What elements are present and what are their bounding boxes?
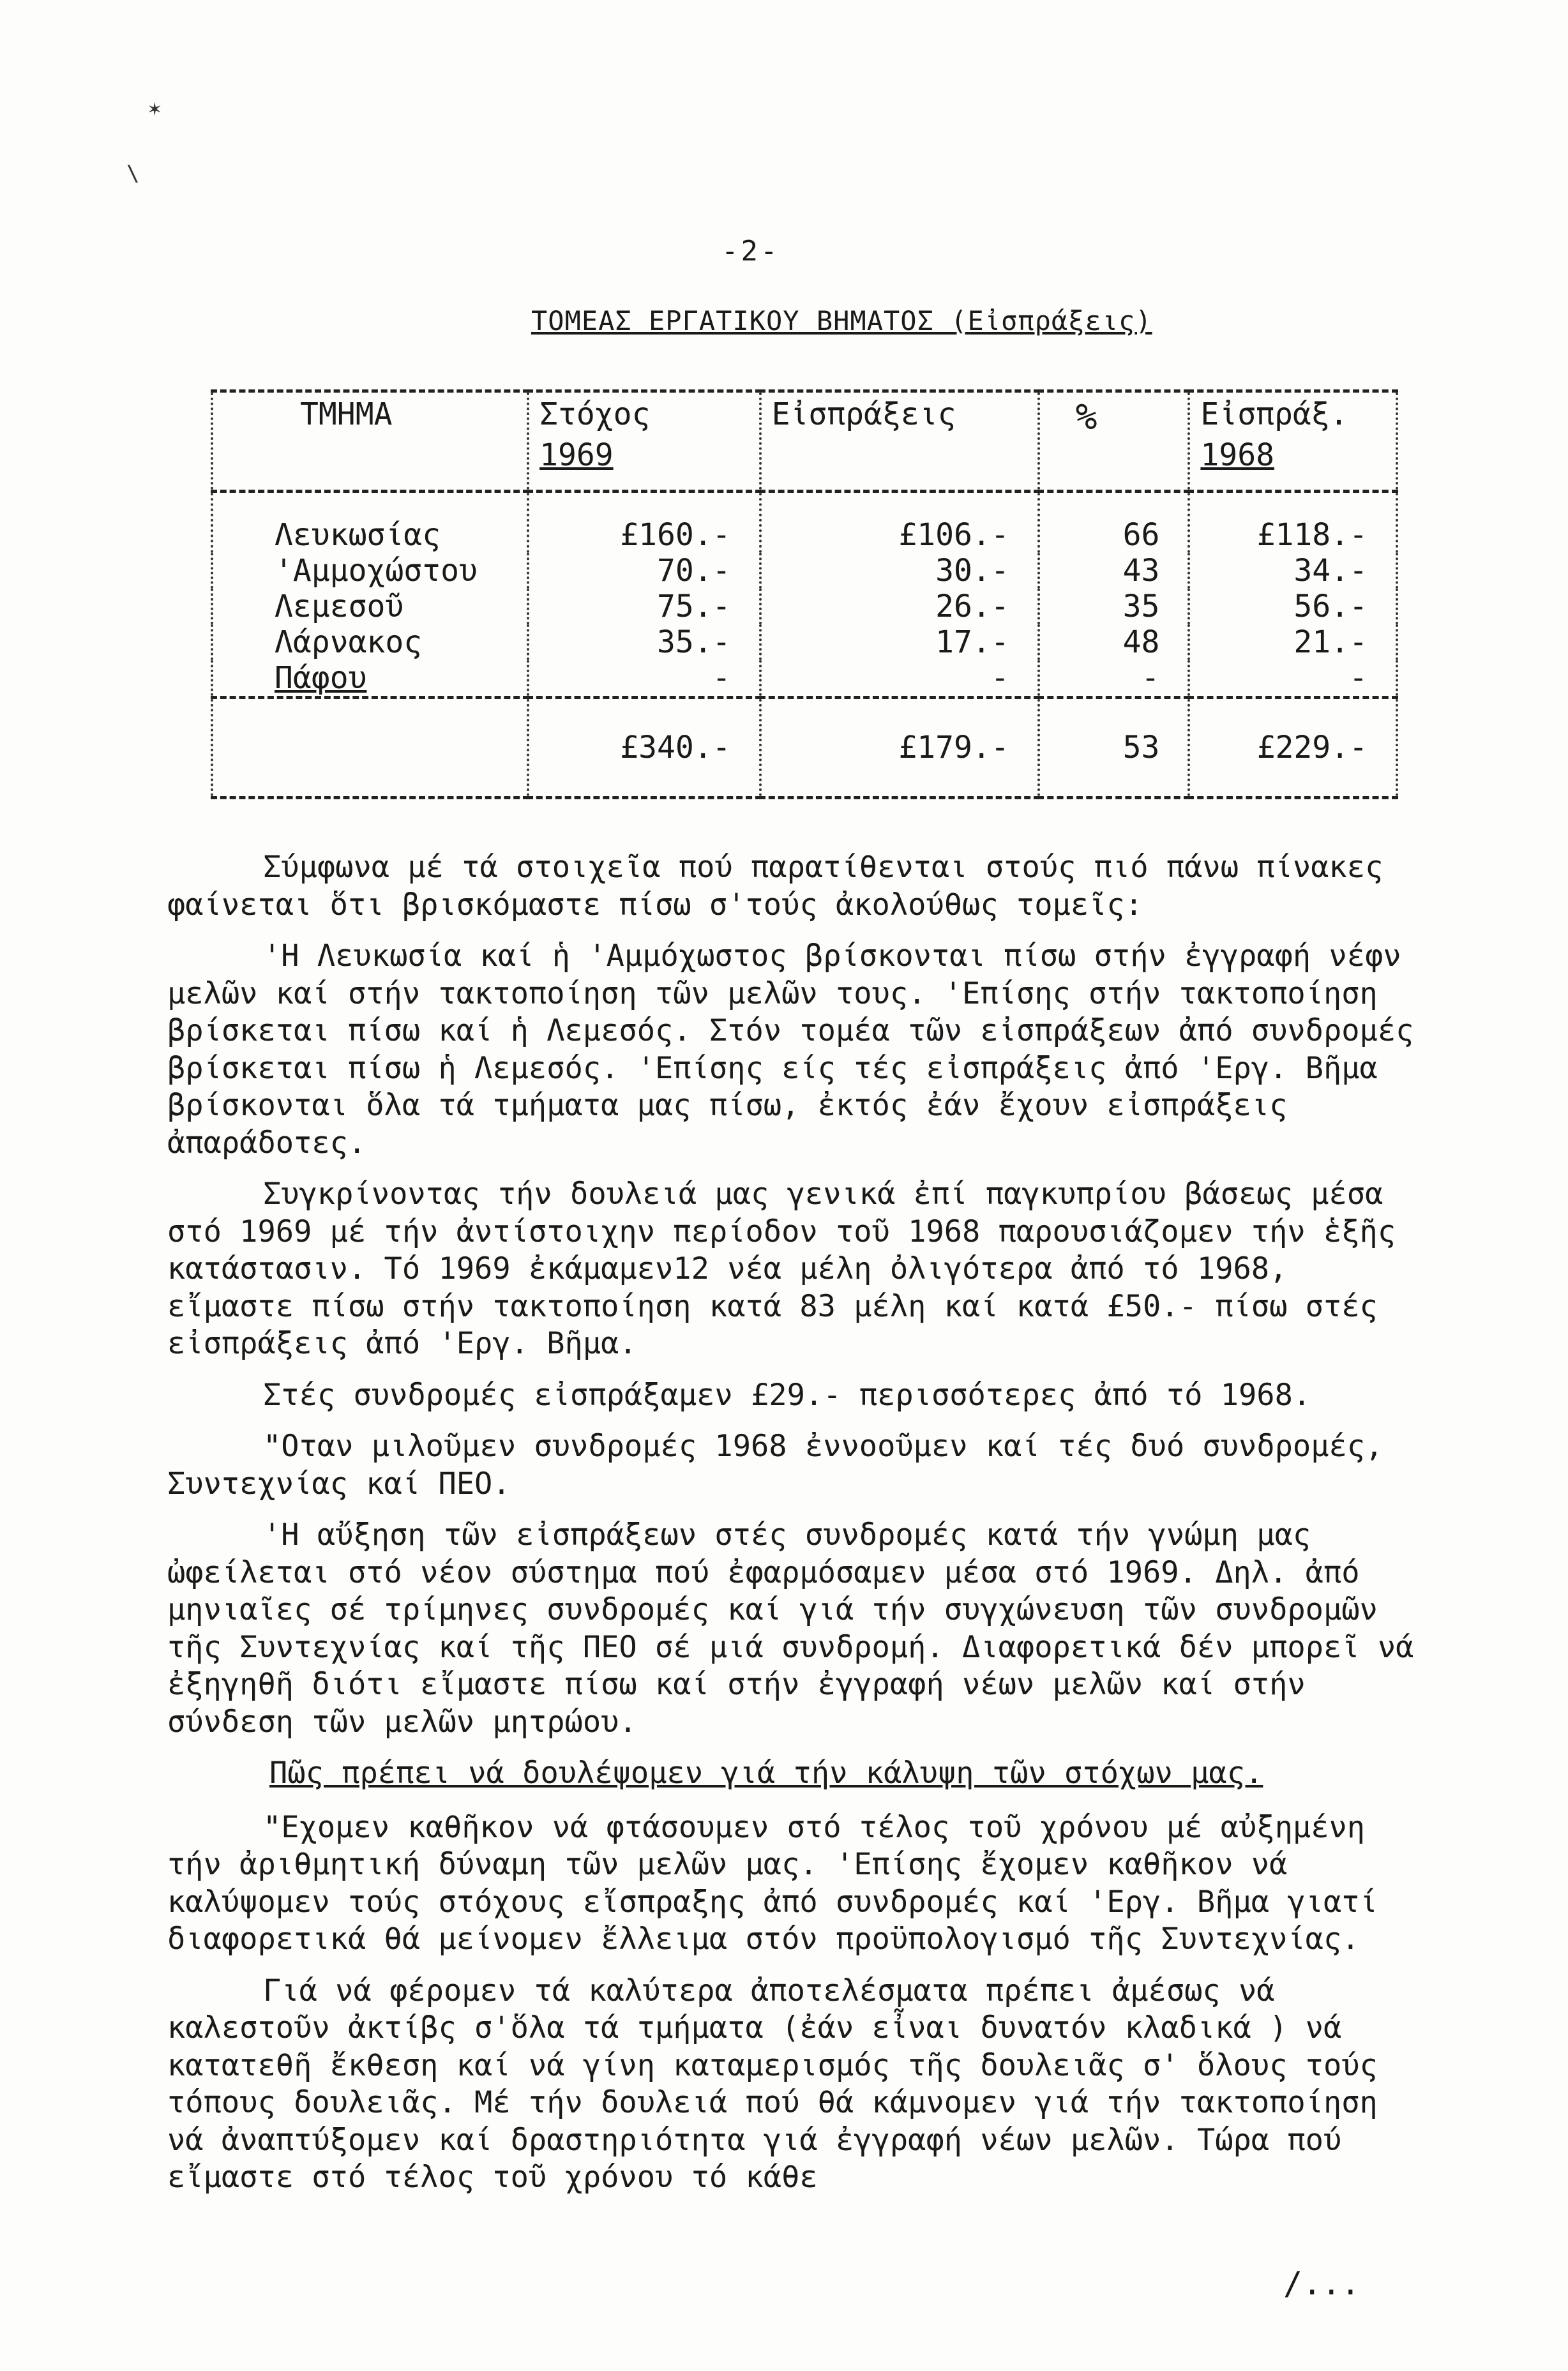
- table-row: [212, 660, 1397, 698]
- header-department: ΤΜΗΜΑ: [212, 391, 528, 492]
- body-text: [167, 849, 1419, 2211]
- cell-prev-revenue: 56.-: [1189, 589, 1397, 624]
- cell-percent: 48: [1039, 624, 1189, 660]
- table-row: [212, 553, 1397, 589]
- cell-percent: -: [1039, 660, 1189, 698]
- paragraph: 'Η Λευκωσία καί ἡ 'Αμμόχωστος βρίσκονται πίσω στήν ἐγγραφή νέφν μελῶν καί στήν τακτοποίηση τῶν μελῶν τους. 'Επίσης στήν τακτοποίηση βρίσκεται πίσω καί ἡ Λεμεσός. Στόν τομέα τῶν εἰσπράξεων ἀπό συνδρομές βρίσκεται πίσω ἡ Λεμεσός. 'Επίσης είς τές εἰσπράξεις ἀπό 'Εργ. Βῆμα βρίσκονται ὅλα τά τμήματα μας πίσω, ἐκτός ἐάν ἔχουν εἰσπράξεις ἀπαράδοτες.: [167, 938, 1414, 1161]
- cell-prev-revenue: 34.-: [1189, 553, 1397, 589]
- table-row: [212, 624, 1397, 660]
- cell-prev-revenue: 21.-: [1189, 624, 1397, 660]
- header-percent: %: [1039, 391, 1189, 492]
- header-target: Στόχος 1969: [528, 391, 760, 492]
- cell-revenue: £106.-: [760, 492, 1039, 553]
- paragraph: 'Η αὔξηση τῶν εἰσπράξεων στές συνδρομές κατά τήν γνώμη μας ὠφείλεται στό νέον σύστημα πού ἐφαρμόσαμεν μέσα στό 1969. Δηλ. ἀπό μηνιαῖες σέ τρίμηνες συνδρομές καί γιά τήν συγχώνευση τῶν συνδρομῶν τῆς Συντεχνίας καί τῆς ΠΕΟ σέ μιά συνδρομή. Διαφορετικά δέν μπορεῖ νά ἐξηγηθῆ διότι εἴμαστε πίσω καί στήν ἐγγραφή νέων μελῶν καί στήν σύνδεση τῶν μελῶν μητρώου.: [167, 1517, 1414, 1740]
- header-prev-year: 1968: [1200, 437, 1274, 473]
- table-row: [212, 589, 1397, 624]
- cell-target: 70.-: [528, 553, 760, 589]
- paragraph: Συγκρίνοντας τήν δουλειά μας γενικά ἐπί παγκυπρίου βάσεως μέσα στό 1969 μέ τήν ἀντίστοιχην περίοδον τοῦ 1968 παρουσιάζομεν τήν ἑξῆς κατάστασιν. Τό 1969 ἐκάμαμεν12 νέα μέλη ὀλιγότερα ἀπό τό 1968, εἴμαστε πίσω στήν τακτοποίηση κατά 83 μέλη καί κατά £50.- πίσω στές εἰσπράξεις ἀπό 'Εργ. Βῆμα.: [167, 1177, 1396, 1361]
- section-heading: Πῶς πρέπει νά δουλέψομεν γιά τήν κάλυψη τῶν στόχων μας.: [269, 1756, 1263, 1791]
- paragraph: "Οταν μιλοῦμεν συνδρομές 1968 ἐννοοῦμεν καί τές δυό συνδρομές, Συντεχνίας καί ΠΕΟ.: [167, 1429, 1383, 1502]
- header-prev-revenue: Εἰσπράξ. 1968: [1189, 391, 1397, 492]
- revenue-table: [211, 389, 1398, 799]
- cell-revenue: 30.-: [760, 553, 1039, 589]
- cell-target: 35.-: [528, 624, 760, 660]
- cell-prev-revenue: £118.-: [1189, 492, 1397, 553]
- paragraph: Σύμφωνα μέ τά στοιχεῖα πού παρατίθενται στούς πιό πάνω πίνακες φαίνεται ὅτι βρισκόμαστε πίσω σ'τούς ἀκολούθως τομεῖς:: [167, 850, 1383, 922]
- table-total-row: [212, 698, 1397, 798]
- total-target: £340.-: [528, 698, 760, 798]
- cell-target: 75.-: [528, 589, 760, 624]
- paragraph: "Εχομεν καθῆκον νά φτάσουμεν στό τέλος τοῦ χρόνου μέ αὐξημένη τήν ἀριθμητική δύναμη τῶν μελῶν μας. 'Επίσης ἔχομεν καθῆκον νά καλύψομεν τούς στόχους εἴσπραξης ἀπό συνδρομές καί 'Εργ. Βῆμα γιατί διαφορετικά θά μείνομεν ἔλλειμα στόν προϋπολογισμό τῆς Συντεχνίας.: [167, 1809, 1378, 1957]
- paragraph: Στές συνδρομές εἰσπράξαμεν £29.- περισσότερες ἀπό τό 1968.: [263, 1377, 1311, 1413]
- cell-prev-revenue: -: [1189, 660, 1397, 698]
- paragraph: Γιά νά φέρομεν τά καλύτερα ἀποτελέσματα πρέπει ἀμέσως νά καλεστοῦν ἀκτίβς σ'ὅλα τά τμήματα (ἐάν εἶναι δυνατόν κλαδικά ) νά κατατεθῆ ἔκθεση καί νά γίνη καταμερισμός τῆς δουλειᾶς σ' ὅλους τούς τόπους δουλειᾶς. Μέ τήν δουλειά πού θά κάμνομεν γιά τήν τακτοποίηση νά ἀναπτύξομεν καί δραστηριότητα γιά ἐγγραφή νέων μελῶν. Τώρα πού εἴμαστε στό τέλος τοῦ χρόνου τό κάθε: [167, 1973, 1378, 2195]
- cell-department: Πάφου: [212, 660, 528, 698]
- header-target-year: 1969: [539, 437, 614, 473]
- total-label: [212, 698, 528, 798]
- total-revenue: £179.-: [760, 698, 1039, 798]
- cell-revenue: 26.-: [760, 589, 1039, 624]
- cell-percent: 35: [1039, 589, 1189, 624]
- total-prev-revenue: £229.-: [1189, 698, 1397, 798]
- cell-target: £160.-: [528, 492, 760, 553]
- cell-target: -: [528, 660, 760, 698]
- cell-revenue: -: [760, 660, 1039, 698]
- scan-speck: \: [126, 161, 140, 186]
- cell-department: 'Αμμοχώστου: [212, 553, 528, 589]
- continuation-mark: /...: [1283, 2265, 1361, 2302]
- total-percent: 53: [1039, 698, 1189, 798]
- cell-department: Λευκωσίας: [212, 492, 528, 553]
- scan-speck: ✶: [148, 96, 162, 121]
- header-revenue: Εἰσπράξεις: [760, 391, 1039, 492]
- cell-department: Λεμεσοῦ: [212, 589, 528, 624]
- revenue-table-container: [211, 389, 1398, 799]
- cell-percent: 66: [1039, 492, 1189, 553]
- cell-revenue: 17.-: [760, 624, 1039, 660]
- page-number: -2-: [721, 235, 780, 267]
- table-header-row: [212, 391, 1397, 492]
- section-title: ΤΟΜΕΑΣ ΕΡΓΑΤΙΚΟΥ ΒΗΜΑΤΟΣ (Εἰσπράξεις): [531, 305, 1152, 336]
- table-row: [212, 492, 1397, 553]
- cell-percent: 43: [1039, 553, 1189, 589]
- cell-department: Λάρνακος: [212, 624, 528, 660]
